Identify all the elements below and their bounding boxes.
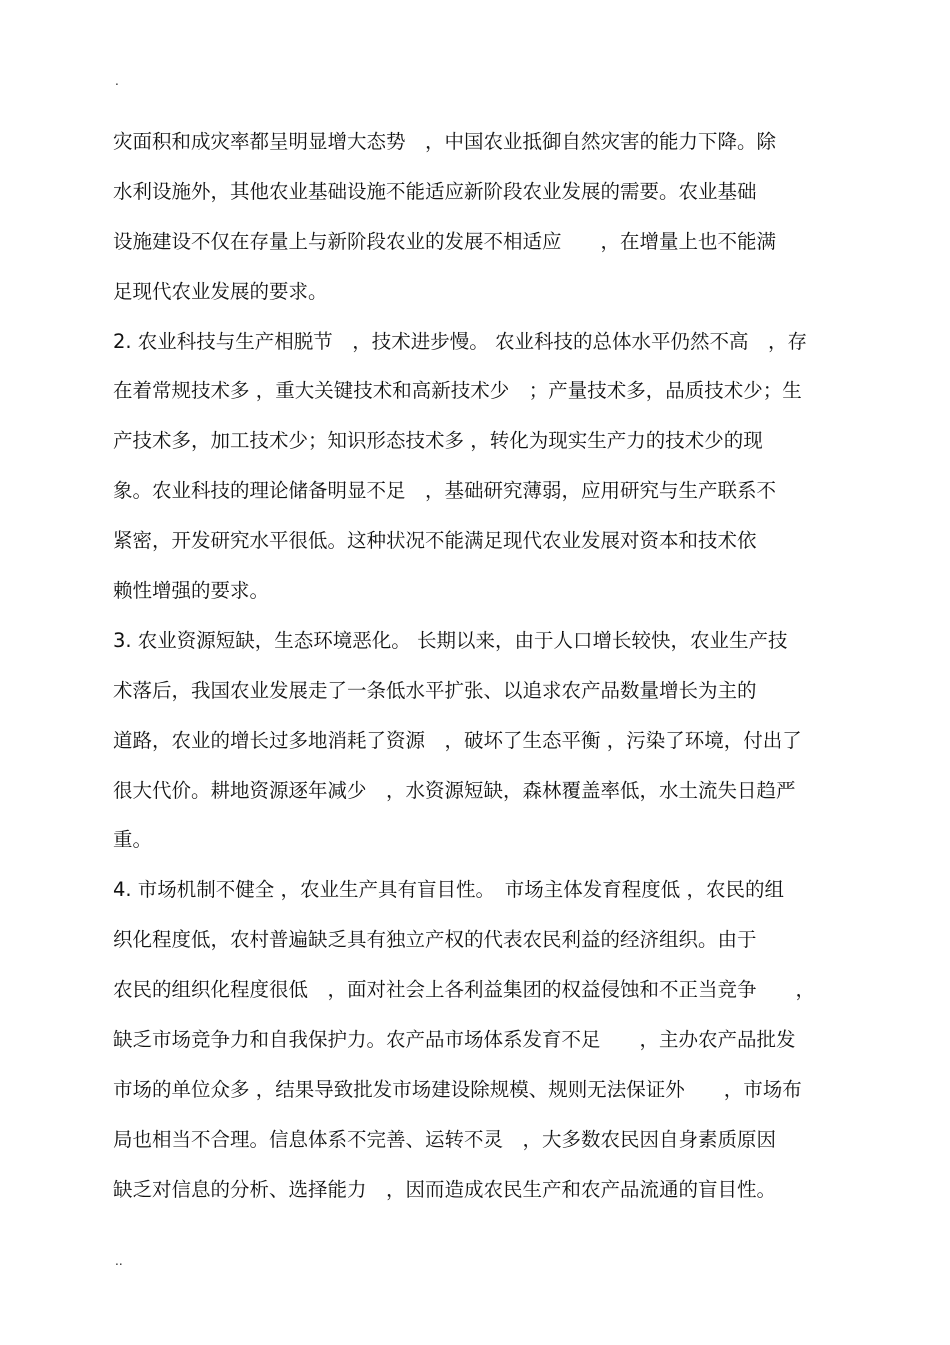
text-line: 道路，农业的增长过多地消耗了资源 ，破坏了生态平衡 ，污染了环境，付出了 — [113, 728, 802, 752]
text-line: 农民的组织化程度很低 ，面对社会上各利益集团的权益侵蚀和不正当竞争 ， — [113, 978, 816, 1002]
text-line: 赖性增强的要求。 — [113, 579, 270, 603]
text-line: 很大代价。耕地资源逐年减少 ，水资源短缺，森林覆盖率低，水土流失日趋严 — [113, 778, 796, 802]
body-text — [113, 122, 843, 1220]
text-line: 设施建设不仅在存量上与新阶段农业的发展不相适应 ，在增量上也不能满 — [113, 229, 777, 253]
text-line: 缺乏对信息的分析、选择能力 ，因而造成农民生产和农产品流通的盲目性。 — [113, 1177, 777, 1201]
text-line: 在着常规技术多 ，重大关键技术和高新技术少 ；产量技术多，品质技术少；生 — [113, 379, 802, 403]
text-line: 紧密，开发研究水平很低。这种状况不能满足现代农业发展对资本和技术依 — [113, 529, 757, 553]
text-line: 市场的单位众多 ，结果导致批发市场建设除规模、规则无法保证外 ，市场布 — [113, 1077, 802, 1101]
text-line: 重。 — [113, 828, 153, 852]
text-line: 足现代农业发展的要求。 — [113, 279, 328, 303]
text-line: 4. 市场机制不健全 ，农业生产具有盲目性。 市场主体发育程度低 ，农民的组 — [113, 878, 784, 902]
text-line: 缺乏市场竞争力和自我保护力。农产品市场体系发育不足 ，主办农产品批发 — [113, 1028, 796, 1052]
text-line: 3. 农业资源短缺，生态环境恶化。 长期以来，由于人口增长较快，农业生产技 — [113, 628, 788, 652]
text-line: 局也相当不合理。信息体系不完善、运转不灵 ，大多数农民因自身素质原因 — [113, 1127, 777, 1151]
footer-mark: .. — [115, 1254, 123, 1268]
text-line: 2. 农业科技与生产相脱节 ，技术进步慢。 农业科技的总体水平仍然不高 ，存 — [113, 329, 808, 353]
header-mark: . — [115, 74, 119, 88]
text-line: 象。农业科技的理论储备明显不足 ，基础研究薄弱，应用研究与生产联系不 — [113, 479, 777, 503]
text-line: 水利设施外，其他农业基础设施不能适应新阶段农业发展的需要。农业基础 — [113, 179, 757, 203]
text-line: 灾面积和成灾率都呈明显增大态势 ，中国农业抵御自然灾害的能力下降。除 — [113, 130, 777, 153]
text-line: 织化程度低，农村普遍缺乏具有独立产权的代表农民利益的经济组织。由于 — [113, 928, 757, 952]
text-line: 产技术多，加工技术少；知识形态技术多 ，转化为现实生产力的技术少的现 — [113, 429, 763, 453]
text-line: 术落后，我国农业发展走了一条低水平扩张、以追求农产品数量增长为主的 — [113, 678, 757, 702]
